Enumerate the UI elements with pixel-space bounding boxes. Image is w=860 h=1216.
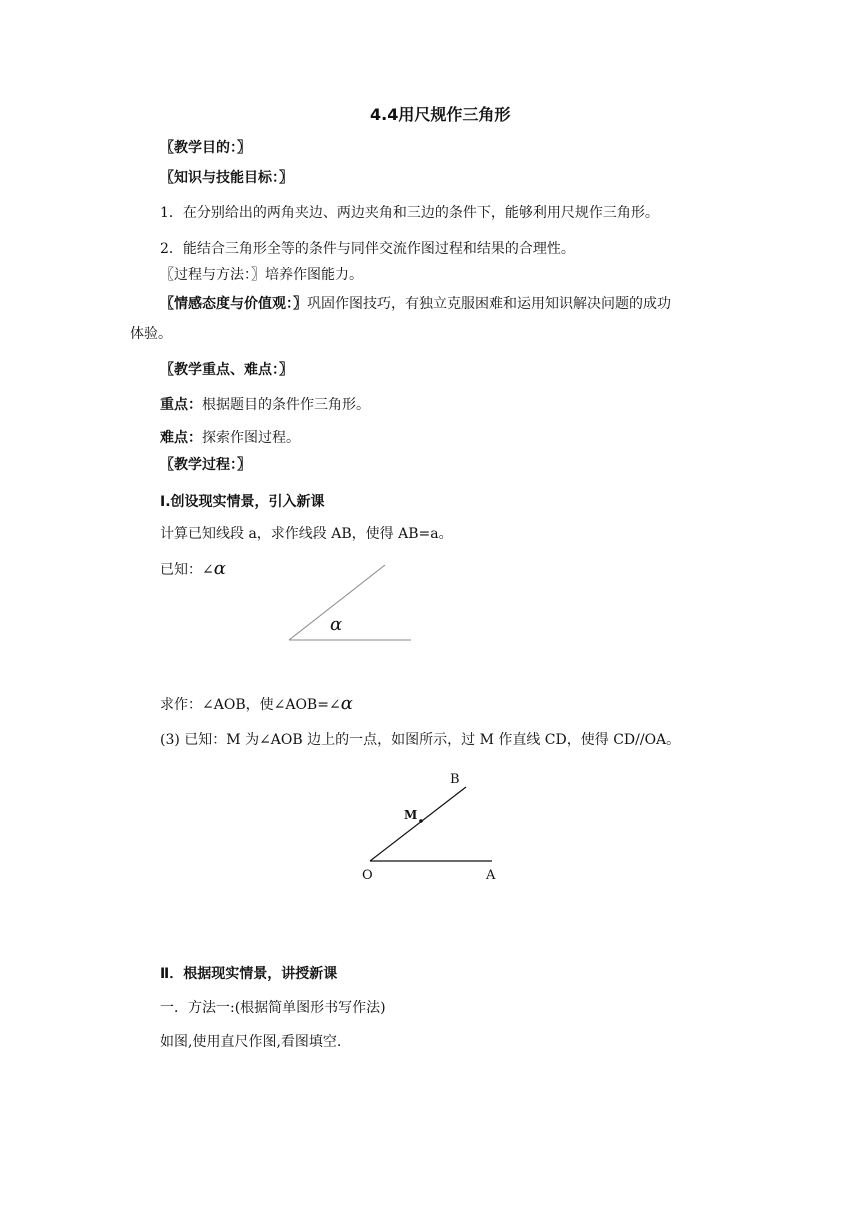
key-points-heading: 〖教学重点、难点：〗	[160, 362, 293, 378]
method1-line: 一．方法一:(根据简单图形书写作法)	[160, 1000, 386, 1016]
given-prefix: 已知：∠	[160, 562, 214, 578]
attitude-line-cont: 体验。	[130, 326, 172, 342]
key-text: 根据题目的条件作三角形。	[202, 397, 370, 413]
point-m	[419, 819, 423, 823]
process-method-line: 〖过程与方法：〗培养作图能力。	[160, 267, 363, 283]
label-a: A	[486, 868, 496, 883]
alpha-symbol-2: α	[340, 693, 353, 714]
label-m: M	[404, 808, 418, 822]
page-title: 4.4用尺规作三角形	[370, 105, 511, 124]
difficulty-text: 探索作图过程。	[202, 430, 300, 446]
alpha-symbol: α	[213, 558, 226, 579]
construct-prefix: 求作：∠AOB，使∠AOB=∠	[160, 697, 341, 713]
ray-ob	[370, 787, 466, 861]
attitude-text: 巩固作图技巧，有独立克服困难和运用知识解决问题的成功	[307, 296, 671, 312]
objectives-heading: 〖教学目的：〗	[160, 140, 251, 156]
section2-heading: Ⅱ．根据现实情景，讲授新课	[160, 966, 338, 982]
key-label: 重点：	[160, 397, 202, 413]
instruction-line: 如图,使用直尺作图,看图填空.	[160, 1034, 342, 1050]
angle-alpha-label: α	[330, 614, 343, 635]
label-b: B	[450, 772, 460, 787]
skills-heading: 〖知识与技能目标：〗	[160, 170, 293, 186]
process-heading: 〖教学过程：〗	[160, 457, 251, 473]
objective-item-2: 2．能结合三角形全等的条件与同伴交流作图过程和结果的合理性。	[160, 241, 575, 257]
objective-item-1: 1．在分别给出的两角夹边、两边夹角和三边的条件下，能够利用尺规作三角形。	[160, 205, 659, 221]
label-o: O	[362, 868, 373, 883]
attitude-label: 〖情感态度与价值观：〗	[160, 296, 307, 312]
difficulty-label: 难点：	[160, 430, 202, 446]
item-3-line: (3) 已知：M 为∠AOB 边上的一点，如图所示，过 M 作直线 CD，使得 CD//OA。	[160, 732, 681, 748]
task-line: 计算已知线段 a，求作线段 AB，使得 AB=a。	[160, 526, 453, 542]
section1-heading: Ⅰ.创设现实情景，引入新课	[160, 494, 325, 510]
